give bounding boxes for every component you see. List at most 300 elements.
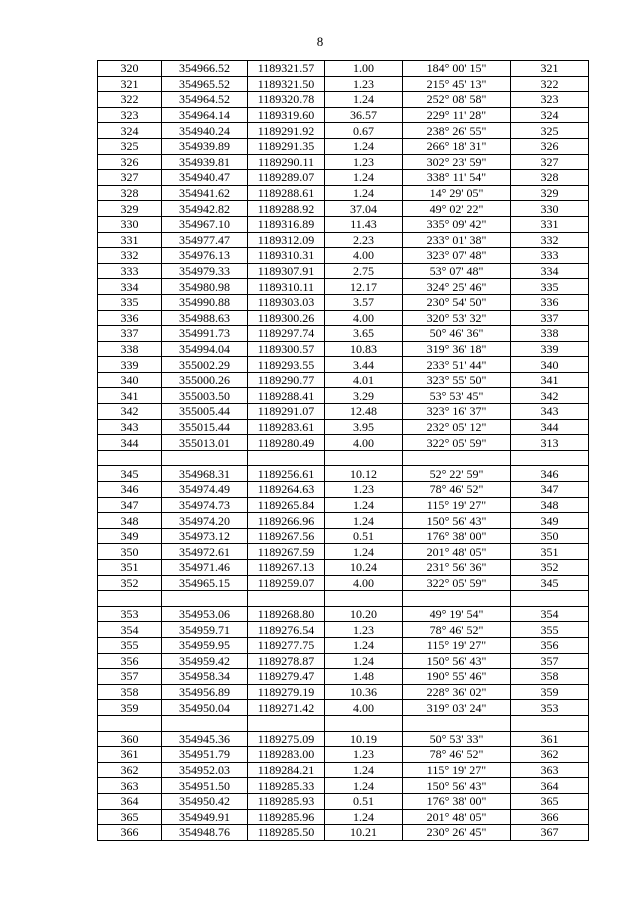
length-cell: 1.24 bbox=[325, 809, 403, 825]
y-coordinate-cell: 1189279.19 bbox=[248, 684, 325, 700]
separator-row bbox=[98, 715, 589, 731]
x-coordinate-cell: 354951.50 bbox=[162, 778, 248, 794]
y-coordinate-cell: 1189288.41 bbox=[248, 388, 325, 404]
empty-cell bbox=[162, 715, 248, 731]
point-cell: 358 bbox=[98, 684, 162, 700]
table-row bbox=[98, 731, 589, 747]
y-coordinate-cell: 1189284.21 bbox=[248, 762, 325, 778]
point-cell: 355 bbox=[98, 637, 162, 653]
length-cell: 0.67 bbox=[325, 123, 403, 139]
next-point-cell: 335 bbox=[511, 279, 589, 295]
next-point-cell: 358 bbox=[511, 669, 589, 685]
next-point-cell: 332 bbox=[511, 232, 589, 248]
empty-cell bbox=[98, 450, 162, 466]
point-cell: 341 bbox=[98, 388, 162, 404]
bearing-angle-cell: 323° 55' 50" bbox=[403, 372, 511, 388]
x-coordinate-cell: 354994.04 bbox=[162, 341, 248, 357]
point-cell: 364 bbox=[98, 793, 162, 809]
empty-cell bbox=[511, 450, 589, 466]
next-point-cell: 353 bbox=[511, 700, 589, 716]
x-coordinate-cell: 354976.13 bbox=[162, 248, 248, 264]
point-cell: 323 bbox=[98, 107, 162, 123]
y-coordinate-cell: 1189319.60 bbox=[248, 107, 325, 123]
y-coordinate-cell: 1189289.07 bbox=[248, 170, 325, 186]
next-point-cell: 348 bbox=[511, 497, 589, 513]
next-point-cell: 344 bbox=[511, 419, 589, 435]
x-coordinate-cell: 354959.71 bbox=[162, 622, 248, 638]
bearing-angle-cell: 231° 56' 36" bbox=[403, 560, 511, 576]
next-point-cell: 340 bbox=[511, 357, 589, 373]
bearing-angle-cell: 320° 53' 32" bbox=[403, 310, 511, 326]
point-cell: 345 bbox=[98, 466, 162, 482]
x-coordinate-cell: 354972.61 bbox=[162, 544, 248, 560]
length-cell: 1.23 bbox=[325, 154, 403, 170]
table-row bbox=[98, 170, 589, 186]
next-point-cell: 333 bbox=[511, 248, 589, 264]
x-coordinate-cell: 354942.82 bbox=[162, 201, 248, 217]
point-cell: 331 bbox=[98, 232, 162, 248]
bearing-angle-cell: 302° 23' 59" bbox=[403, 154, 511, 170]
next-point-cell: 356 bbox=[511, 637, 589, 653]
table-row bbox=[98, 419, 589, 435]
empty-cell bbox=[511, 715, 589, 731]
empty-cell bbox=[248, 450, 325, 466]
length-cell: 10.83 bbox=[325, 341, 403, 357]
x-coordinate-cell: 354990.88 bbox=[162, 294, 248, 310]
y-coordinate-cell: 1189307.91 bbox=[248, 263, 325, 279]
point-cell: 363 bbox=[98, 778, 162, 794]
table-row bbox=[98, 388, 589, 404]
y-coordinate-cell: 1189310.31 bbox=[248, 248, 325, 264]
x-coordinate-cell: 354948.76 bbox=[162, 825, 248, 841]
y-coordinate-cell: 1189275.09 bbox=[248, 731, 325, 747]
table-row bbox=[98, 622, 589, 638]
next-point-cell: 331 bbox=[511, 216, 589, 232]
x-coordinate-cell: 354950.04 bbox=[162, 700, 248, 716]
bearing-angle-cell: 338° 11' 54" bbox=[403, 170, 511, 186]
table-row bbox=[98, 684, 589, 700]
table-row bbox=[98, 341, 589, 357]
y-coordinate-cell: 1189276.54 bbox=[248, 622, 325, 638]
length-cell: 1.24 bbox=[325, 92, 403, 108]
bearing-angle-cell: 230° 26' 45" bbox=[403, 825, 511, 841]
length-cell: 10.20 bbox=[325, 606, 403, 622]
next-point-cell: 367 bbox=[511, 825, 589, 841]
y-coordinate-cell: 1189300.57 bbox=[248, 341, 325, 357]
length-cell: 0.51 bbox=[325, 793, 403, 809]
length-cell: 4.01 bbox=[325, 372, 403, 388]
y-coordinate-cell: 1189268.80 bbox=[248, 606, 325, 622]
bearing-angle-cell: 52° 22' 59" bbox=[403, 466, 511, 482]
y-coordinate-cell: 1189321.50 bbox=[248, 76, 325, 92]
page-number: 8 bbox=[316, 34, 324, 49]
length-cell: 1.23 bbox=[325, 622, 403, 638]
next-point-cell: 322 bbox=[511, 76, 589, 92]
empty-cell bbox=[162, 591, 248, 607]
point-cell: 326 bbox=[98, 154, 162, 170]
point-cell: 359 bbox=[98, 700, 162, 716]
table-row bbox=[98, 544, 589, 560]
table-row bbox=[98, 294, 589, 310]
x-coordinate-cell: 354988.63 bbox=[162, 310, 248, 326]
next-point-cell: 329 bbox=[511, 185, 589, 201]
x-coordinate-cell: 354951.79 bbox=[162, 747, 248, 763]
x-coordinate-cell: 354971.46 bbox=[162, 560, 248, 576]
empty-cell bbox=[248, 591, 325, 607]
next-point-cell: 347 bbox=[511, 482, 589, 498]
length-cell: 1.24 bbox=[325, 653, 403, 669]
bearing-angle-cell: 324° 25' 46" bbox=[403, 279, 511, 295]
x-coordinate-cell: 354968.31 bbox=[162, 466, 248, 482]
y-coordinate-cell: 1189267.56 bbox=[248, 528, 325, 544]
point-cell: 336 bbox=[98, 310, 162, 326]
point-cell: 352 bbox=[98, 575, 162, 591]
x-coordinate-cell: 354965.15 bbox=[162, 575, 248, 591]
next-point-cell: 362 bbox=[511, 747, 589, 763]
x-coordinate-cell: 354974.49 bbox=[162, 482, 248, 498]
x-coordinate-cell: 354959.95 bbox=[162, 637, 248, 653]
point-cell: 329 bbox=[98, 201, 162, 217]
y-coordinate-cell: 1189300.26 bbox=[248, 310, 325, 326]
table-row bbox=[98, 201, 589, 217]
y-coordinate-cell: 1189259.07 bbox=[248, 575, 325, 591]
length-cell: 3.57 bbox=[325, 294, 403, 310]
point-cell: 349 bbox=[98, 528, 162, 544]
length-cell: 36.57 bbox=[325, 107, 403, 123]
x-coordinate-cell: 355002.29 bbox=[162, 357, 248, 373]
next-point-cell: 355 bbox=[511, 622, 589, 638]
y-coordinate-cell: 1189267.59 bbox=[248, 544, 325, 560]
point-cell: 353 bbox=[98, 606, 162, 622]
table-row bbox=[98, 357, 589, 373]
empty-cell bbox=[248, 715, 325, 731]
y-coordinate-cell: 1189303.03 bbox=[248, 294, 325, 310]
y-coordinate-cell: 1189271.42 bbox=[248, 700, 325, 716]
point-cell: 335 bbox=[98, 294, 162, 310]
table-row bbox=[98, 404, 589, 420]
y-coordinate-cell: 1189291.35 bbox=[248, 138, 325, 154]
x-coordinate-cell: 354959.42 bbox=[162, 653, 248, 669]
length-cell: 1.24 bbox=[325, 778, 403, 794]
x-coordinate-cell: 354964.52 bbox=[162, 92, 248, 108]
y-coordinate-cell: 1189291.07 bbox=[248, 404, 325, 420]
y-coordinate-cell: 1189267.13 bbox=[248, 560, 325, 576]
length-cell: 10.12 bbox=[325, 466, 403, 482]
table-row bbox=[98, 232, 589, 248]
bearing-angle-cell: 115° 19' 27" bbox=[403, 762, 511, 778]
length-cell: 10.19 bbox=[325, 731, 403, 747]
point-cell: 330 bbox=[98, 216, 162, 232]
table-row bbox=[98, 76, 589, 92]
y-coordinate-cell: 1189288.61 bbox=[248, 185, 325, 201]
y-coordinate-cell: 1189283.61 bbox=[248, 419, 325, 435]
y-coordinate-cell: 1189290.11 bbox=[248, 154, 325, 170]
table-row bbox=[98, 653, 589, 669]
x-coordinate-cell: 354940.24 bbox=[162, 123, 248, 139]
x-coordinate-cell: 354949.91 bbox=[162, 809, 248, 825]
next-point-cell: 339 bbox=[511, 341, 589, 357]
next-point-cell: 365 bbox=[511, 793, 589, 809]
separator-row bbox=[98, 450, 589, 466]
next-point-cell: 351 bbox=[511, 544, 589, 560]
table-row bbox=[98, 154, 589, 170]
point-cell: 321 bbox=[98, 76, 162, 92]
x-coordinate-cell: 355005.44 bbox=[162, 404, 248, 420]
next-point-cell: 321 bbox=[511, 61, 589, 77]
bearing-angle-cell: 78° 46' 52" bbox=[403, 482, 511, 498]
x-coordinate-cell: 354979.33 bbox=[162, 263, 248, 279]
x-coordinate-cell: 355003.50 bbox=[162, 388, 248, 404]
bearing-angle-cell: 184° 00' 15" bbox=[403, 61, 511, 77]
bearing-angle-cell: 150° 56' 43" bbox=[403, 513, 511, 529]
length-cell: 3.65 bbox=[325, 326, 403, 342]
table-row bbox=[98, 279, 589, 295]
x-coordinate-cell: 354965.52 bbox=[162, 76, 248, 92]
coordinates-table bbox=[97, 60, 589, 841]
point-cell: 324 bbox=[98, 123, 162, 139]
table-row bbox=[98, 606, 589, 622]
point-cell: 356 bbox=[98, 653, 162, 669]
length-cell: 4.00 bbox=[325, 435, 403, 451]
length-cell: 1.24 bbox=[325, 497, 403, 513]
length-cell: 2.75 bbox=[325, 263, 403, 279]
empty-cell bbox=[511, 591, 589, 607]
empty-cell bbox=[325, 591, 403, 607]
y-coordinate-cell: 1189264.63 bbox=[248, 482, 325, 498]
bearing-angle-cell: 322° 05' 59" bbox=[403, 435, 511, 451]
point-cell: 361 bbox=[98, 747, 162, 763]
next-point-cell: 363 bbox=[511, 762, 589, 778]
x-coordinate-cell: 354977.47 bbox=[162, 232, 248, 248]
x-coordinate-cell: 354974.20 bbox=[162, 513, 248, 529]
point-cell: 346 bbox=[98, 482, 162, 498]
length-cell: 1.24 bbox=[325, 544, 403, 560]
next-point-cell: 325 bbox=[511, 123, 589, 139]
y-coordinate-cell: 1189293.55 bbox=[248, 357, 325, 373]
bearing-angle-cell: 115° 19' 27" bbox=[403, 637, 511, 653]
next-point-cell: 359 bbox=[511, 684, 589, 700]
next-point-cell: 328 bbox=[511, 170, 589, 186]
table-row bbox=[98, 310, 589, 326]
bearing-angle-cell: 78° 46' 52" bbox=[403, 747, 511, 763]
y-coordinate-cell: 1189278.87 bbox=[248, 653, 325, 669]
next-point-cell: 349 bbox=[511, 513, 589, 529]
empty-cell bbox=[403, 715, 511, 731]
next-point-cell: 330 bbox=[511, 201, 589, 217]
bearing-angle-cell: 319° 36' 18" bbox=[403, 341, 511, 357]
bearing-angle-cell: 323° 07' 48" bbox=[403, 248, 511, 264]
empty-cell bbox=[98, 591, 162, 607]
length-cell: 37.04 bbox=[325, 201, 403, 217]
bearing-angle-cell: 53° 53' 45" bbox=[403, 388, 511, 404]
next-point-cell: 354 bbox=[511, 606, 589, 622]
empty-cell bbox=[162, 450, 248, 466]
table-row bbox=[98, 513, 589, 529]
point-cell: 342 bbox=[98, 404, 162, 420]
length-cell: 12.17 bbox=[325, 279, 403, 295]
bearing-angle-cell: 78° 46' 52" bbox=[403, 622, 511, 638]
bearing-angle-cell: 238° 26' 55" bbox=[403, 123, 511, 139]
next-point-cell: 324 bbox=[511, 107, 589, 123]
y-coordinate-cell: 1189285.50 bbox=[248, 825, 325, 841]
table-row bbox=[98, 497, 589, 513]
y-coordinate-cell: 1189291.92 bbox=[248, 123, 325, 139]
next-point-cell: 341 bbox=[511, 372, 589, 388]
separator-row bbox=[98, 591, 589, 607]
point-cell: 351 bbox=[98, 560, 162, 576]
x-coordinate-cell: 354952.03 bbox=[162, 762, 248, 778]
length-cell: 1.24 bbox=[325, 138, 403, 154]
length-cell: 0.51 bbox=[325, 528, 403, 544]
y-coordinate-cell: 1189316.89 bbox=[248, 216, 325, 232]
x-coordinate-cell: 354966.52 bbox=[162, 61, 248, 77]
bearing-angle-cell: 14° 29' 05" bbox=[403, 185, 511, 201]
next-point-cell: 313 bbox=[511, 435, 589, 451]
bearing-angle-cell: 49° 02' 22" bbox=[403, 201, 511, 217]
empty-cell bbox=[325, 715, 403, 731]
next-point-cell: 327 bbox=[511, 154, 589, 170]
x-coordinate-cell: 354941.62 bbox=[162, 185, 248, 201]
y-coordinate-cell: 1189280.49 bbox=[248, 435, 325, 451]
bearing-angle-cell: 50° 46' 36" bbox=[403, 326, 511, 342]
table-row bbox=[98, 575, 589, 591]
length-cell: 1.23 bbox=[325, 76, 403, 92]
y-coordinate-cell: 1189290.77 bbox=[248, 372, 325, 388]
y-coordinate-cell: 1189321.57 bbox=[248, 61, 325, 77]
length-cell: 1.23 bbox=[325, 482, 403, 498]
bearing-angle-cell: 215° 45' 13" bbox=[403, 76, 511, 92]
bearing-angle-cell: 190° 55' 46" bbox=[403, 669, 511, 685]
x-coordinate-cell: 355000.26 bbox=[162, 372, 248, 388]
length-cell: 1.24 bbox=[325, 513, 403, 529]
next-point-cell: 337 bbox=[511, 310, 589, 326]
y-coordinate-cell: 1189283.00 bbox=[248, 747, 325, 763]
x-coordinate-cell: 354945.36 bbox=[162, 731, 248, 747]
empty-cell bbox=[403, 591, 511, 607]
table-row bbox=[98, 762, 589, 778]
bearing-angle-cell: 150° 56' 43" bbox=[403, 653, 511, 669]
bearing-angle-cell: 322° 05' 59" bbox=[403, 575, 511, 591]
y-coordinate-cell: 1189312.09 bbox=[248, 232, 325, 248]
next-point-cell: 366 bbox=[511, 809, 589, 825]
y-coordinate-cell: 1189266.96 bbox=[248, 513, 325, 529]
bearing-angle-cell: 50° 53' 33" bbox=[403, 731, 511, 747]
x-coordinate-cell: 354967.10 bbox=[162, 216, 248, 232]
y-coordinate-cell: 1189310.11 bbox=[248, 279, 325, 295]
point-cell: 337 bbox=[98, 326, 162, 342]
next-point-cell: 343 bbox=[511, 404, 589, 420]
coordinates-table-body bbox=[98, 61, 589, 841]
y-coordinate-cell: 1189320.78 bbox=[248, 92, 325, 108]
next-point-cell: 323 bbox=[511, 92, 589, 108]
y-coordinate-cell: 1189285.33 bbox=[248, 778, 325, 794]
x-coordinate-cell: 354980.98 bbox=[162, 279, 248, 295]
length-cell: 10.21 bbox=[325, 825, 403, 841]
point-cell: 339 bbox=[98, 357, 162, 373]
point-cell: 357 bbox=[98, 669, 162, 685]
point-cell: 332 bbox=[98, 248, 162, 264]
x-coordinate-cell: 354950.42 bbox=[162, 793, 248, 809]
y-coordinate-cell: 1189256.61 bbox=[248, 466, 325, 482]
next-point-cell: 350 bbox=[511, 528, 589, 544]
length-cell: 1.24 bbox=[325, 185, 403, 201]
table-row bbox=[98, 825, 589, 841]
bearing-angle-cell: 115° 19' 27" bbox=[403, 497, 511, 513]
bearing-angle-cell: 229° 11' 28" bbox=[403, 107, 511, 123]
table-row bbox=[98, 61, 589, 77]
next-point-cell: 364 bbox=[511, 778, 589, 794]
next-point-cell: 336 bbox=[511, 294, 589, 310]
x-coordinate-cell: 354974.73 bbox=[162, 497, 248, 513]
table-row bbox=[98, 138, 589, 154]
next-point-cell: 338 bbox=[511, 326, 589, 342]
table-row bbox=[98, 669, 589, 685]
point-cell: 347 bbox=[98, 497, 162, 513]
length-cell: 10.36 bbox=[325, 684, 403, 700]
table-row bbox=[98, 560, 589, 576]
x-coordinate-cell: 354939.81 bbox=[162, 154, 248, 170]
next-point-cell: 342 bbox=[511, 388, 589, 404]
length-cell: 11.43 bbox=[325, 216, 403, 232]
point-cell: 362 bbox=[98, 762, 162, 778]
point-cell: 322 bbox=[98, 92, 162, 108]
table-row bbox=[98, 92, 589, 108]
length-cell: 2.23 bbox=[325, 232, 403, 248]
length-cell: 3.95 bbox=[325, 419, 403, 435]
point-cell: 338 bbox=[98, 341, 162, 357]
table-row bbox=[98, 778, 589, 794]
table-row bbox=[98, 185, 589, 201]
next-point-cell: 326 bbox=[511, 138, 589, 154]
x-coordinate-cell: 354973.12 bbox=[162, 528, 248, 544]
x-coordinate-cell: 354953.06 bbox=[162, 606, 248, 622]
table-row bbox=[98, 793, 589, 809]
empty-cell bbox=[98, 715, 162, 731]
point-cell: 333 bbox=[98, 263, 162, 279]
table-row bbox=[98, 700, 589, 716]
bearing-angle-cell: 233° 01' 38" bbox=[403, 232, 511, 248]
y-coordinate-cell: 1189277.75 bbox=[248, 637, 325, 653]
table-row bbox=[98, 466, 589, 482]
bearing-angle-cell: 176° 38' 00" bbox=[403, 528, 511, 544]
next-point-cell: 357 bbox=[511, 653, 589, 669]
table-row bbox=[98, 637, 589, 653]
length-cell: 4.00 bbox=[325, 248, 403, 264]
point-cell: 344 bbox=[98, 435, 162, 451]
empty-cell bbox=[325, 450, 403, 466]
x-coordinate-cell: 355015.44 bbox=[162, 419, 248, 435]
length-cell: 4.00 bbox=[325, 575, 403, 591]
length-cell: 4.00 bbox=[325, 310, 403, 326]
point-cell: 327 bbox=[98, 170, 162, 186]
y-coordinate-cell: 1189297.74 bbox=[248, 326, 325, 342]
length-cell: 3.29 bbox=[325, 388, 403, 404]
table-row bbox=[98, 107, 589, 123]
x-coordinate-cell: 355013.01 bbox=[162, 435, 248, 451]
next-point-cell: 352 bbox=[511, 560, 589, 576]
bearing-angle-cell: 201° 48' 05" bbox=[403, 809, 511, 825]
length-cell: 10.24 bbox=[325, 560, 403, 576]
table-row bbox=[98, 248, 589, 264]
empty-cell bbox=[403, 450, 511, 466]
y-coordinate-cell: 1189279.47 bbox=[248, 669, 325, 685]
table-row bbox=[98, 326, 589, 342]
table-row bbox=[98, 263, 589, 279]
length-cell: 1.23 bbox=[325, 747, 403, 763]
point-cell: 343 bbox=[98, 419, 162, 435]
table-row bbox=[98, 747, 589, 763]
bearing-angle-cell: 266° 18' 31" bbox=[403, 138, 511, 154]
